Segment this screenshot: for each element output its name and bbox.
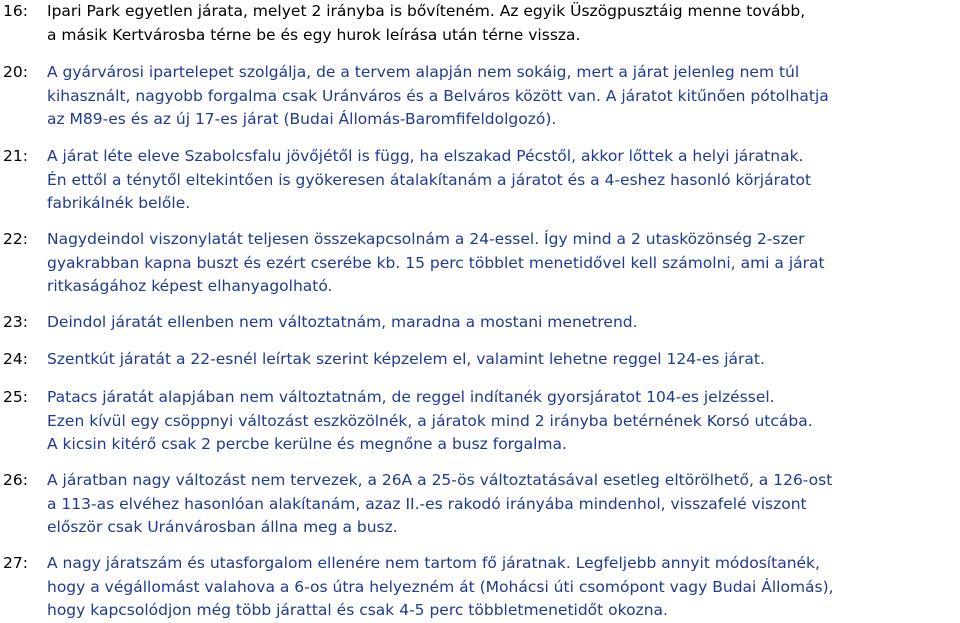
entry-body <box>47 311 959 335</box>
text-line <box>47 386 959 410</box>
entry-number: 22: <box>3 230 28 248</box>
text-span: Én ettől a ténytől eltekintően is gyökeresen átalakítanám a járatot és a 4-eshez hasonló körjáratot <box>47 170 812 189</box>
text-line <box>47 0 959 24</box>
text-line <box>47 108 959 132</box>
entry-number: 25: <box>3 388 28 406</box>
entry-number: 24: <box>3 350 28 368</box>
text-line <box>47 252 959 276</box>
entry-body <box>47 469 959 540</box>
entry-number: 16: <box>3 2 28 20</box>
text-span: hogy a végállomást valahova a 6-os útra helyezném át (Mohácsi úti csomópont vagy Budai Állomás), <box>47 577 834 596</box>
text-span: az M89-es és az új 17-es járat (Budai Állomás-Baromfifeldolgozó). <box>47 110 557 128</box>
entry-number: 23: <box>3 313 28 331</box>
entry-number: 26: <box>3 471 28 489</box>
text-span: Ezen kívül egy csöppnyi változást eszközölnék, a járatok mind 2 irányba betérnének Korsó utcába. <box>47 411 813 430</box>
text-span: fabrikálnék belőle. <box>47 194 191 212</box>
text-span: A járatban nagy változást nem tervezek, a 26A a 25-ös változtatásával esetleg eltörölhető, a 126-ost <box>47 471 833 489</box>
text-span: A járatot kitűnően pótolhatja <box>605 86 829 105</box>
text-span: A nagy járatszám és utasforgalom ellenére nem tartom fő járatnak. <box>47 554 576 572</box>
text-line <box>47 552 959 576</box>
entry-body <box>47 228 959 299</box>
entry-body <box>47 552 959 623</box>
text-line <box>47 192 959 216</box>
text-span: először csak Uránvárosban állna meg a busz. <box>47 518 398 536</box>
text-line <box>47 516 959 540</box>
text-span: ritkaságához képest elhanyagolható. <box>47 277 333 295</box>
entry-number: 27: <box>3 554 28 572</box>
text-span: Szentkút járatát a 22-esnél leírtak szerint képzelem el, valamint lehetne reggel 124-es járat. <box>47 350 765 368</box>
text-span: Legfeljebb annyit módosítanék, <box>575 554 820 572</box>
text-line <box>47 576 959 600</box>
text-span: A gyárvárosi ipartelepet szolgálja, de a tervem alapján nem sokáig, mert a járat jelenleg nem túl <box>47 63 800 81</box>
entry-body <box>47 145 959 216</box>
text-span: A kicsin kitérő csak 2 percbe kerülne és megnőne a busz forgalma. <box>47 435 567 453</box>
text-line <box>47 433 959 457</box>
entry-body <box>47 0 959 47</box>
text-line <box>47 311 959 335</box>
text-line <box>47 85 959 109</box>
text-span: Patacs járatát alapjában nem változtatnám, de reggel indítanék gyorsjáratot 104-es jelzéssel. <box>47 388 775 406</box>
text-span: Deindol járatát ellenben nem változtatnám, maradna a mostani menetrend. <box>47 313 638 331</box>
entry-number: 21: <box>3 147 28 165</box>
entry-body <box>47 61 959 132</box>
text-line <box>47 145 959 169</box>
text-line <box>47 469 959 493</box>
text-span: Ipari Park egyetlen járata, melyet 2 irányba is bővíteném. Az egyik Üszögpusztáig menne tovább, <box>47 2 806 20</box>
entry-body <box>47 348 959 372</box>
text-line <box>47 493 959 517</box>
text-span: a másik Kertvárosba térne be és egy hurok leírása után térne vissza. <box>47 25 581 44</box>
text-line <box>47 275 959 299</box>
text-line <box>47 169 959 193</box>
text-span: hogy kapcsolódjon még több járattal és csak 4-5 perc többletmenetidőt okozna. <box>47 601 668 619</box>
text-line <box>47 24 959 48</box>
text-span: kihasznált, nagyobb forgalma csak Uránváros és a Belváros között van. <box>47 86 606 105</box>
entry-number: 20: <box>3 63 28 81</box>
text-line <box>47 410 959 434</box>
text-line <box>47 61 959 85</box>
text-span: A járat léte eleve Szabolcsfalu jövőjétől is függ, ha elszakad Pécstől, akkor lőttek a helyi járatnak. <box>47 147 804 165</box>
text-line <box>47 599 959 623</box>
text-line <box>47 228 959 252</box>
text-line <box>47 348 959 372</box>
text-span: a 113-as elvéhez hasonlóan alakítanám, azaz II.-es rakodó irányába mindenhol, visszafelé viszont <box>47 494 807 513</box>
text-span: gyakrabban kapna buszt és ezért cserébe kb. <box>47 253 406 272</box>
text-span: 15 perc többlet menetidővel kell számolni, ami a járat <box>405 253 825 272</box>
text-span: Nagydeindol viszonylatát teljesen összekapcsolnám a 24-essel. Így mind a 2 utasközönség 2-szer <box>47 230 805 248</box>
entry-body <box>47 386 959 457</box>
